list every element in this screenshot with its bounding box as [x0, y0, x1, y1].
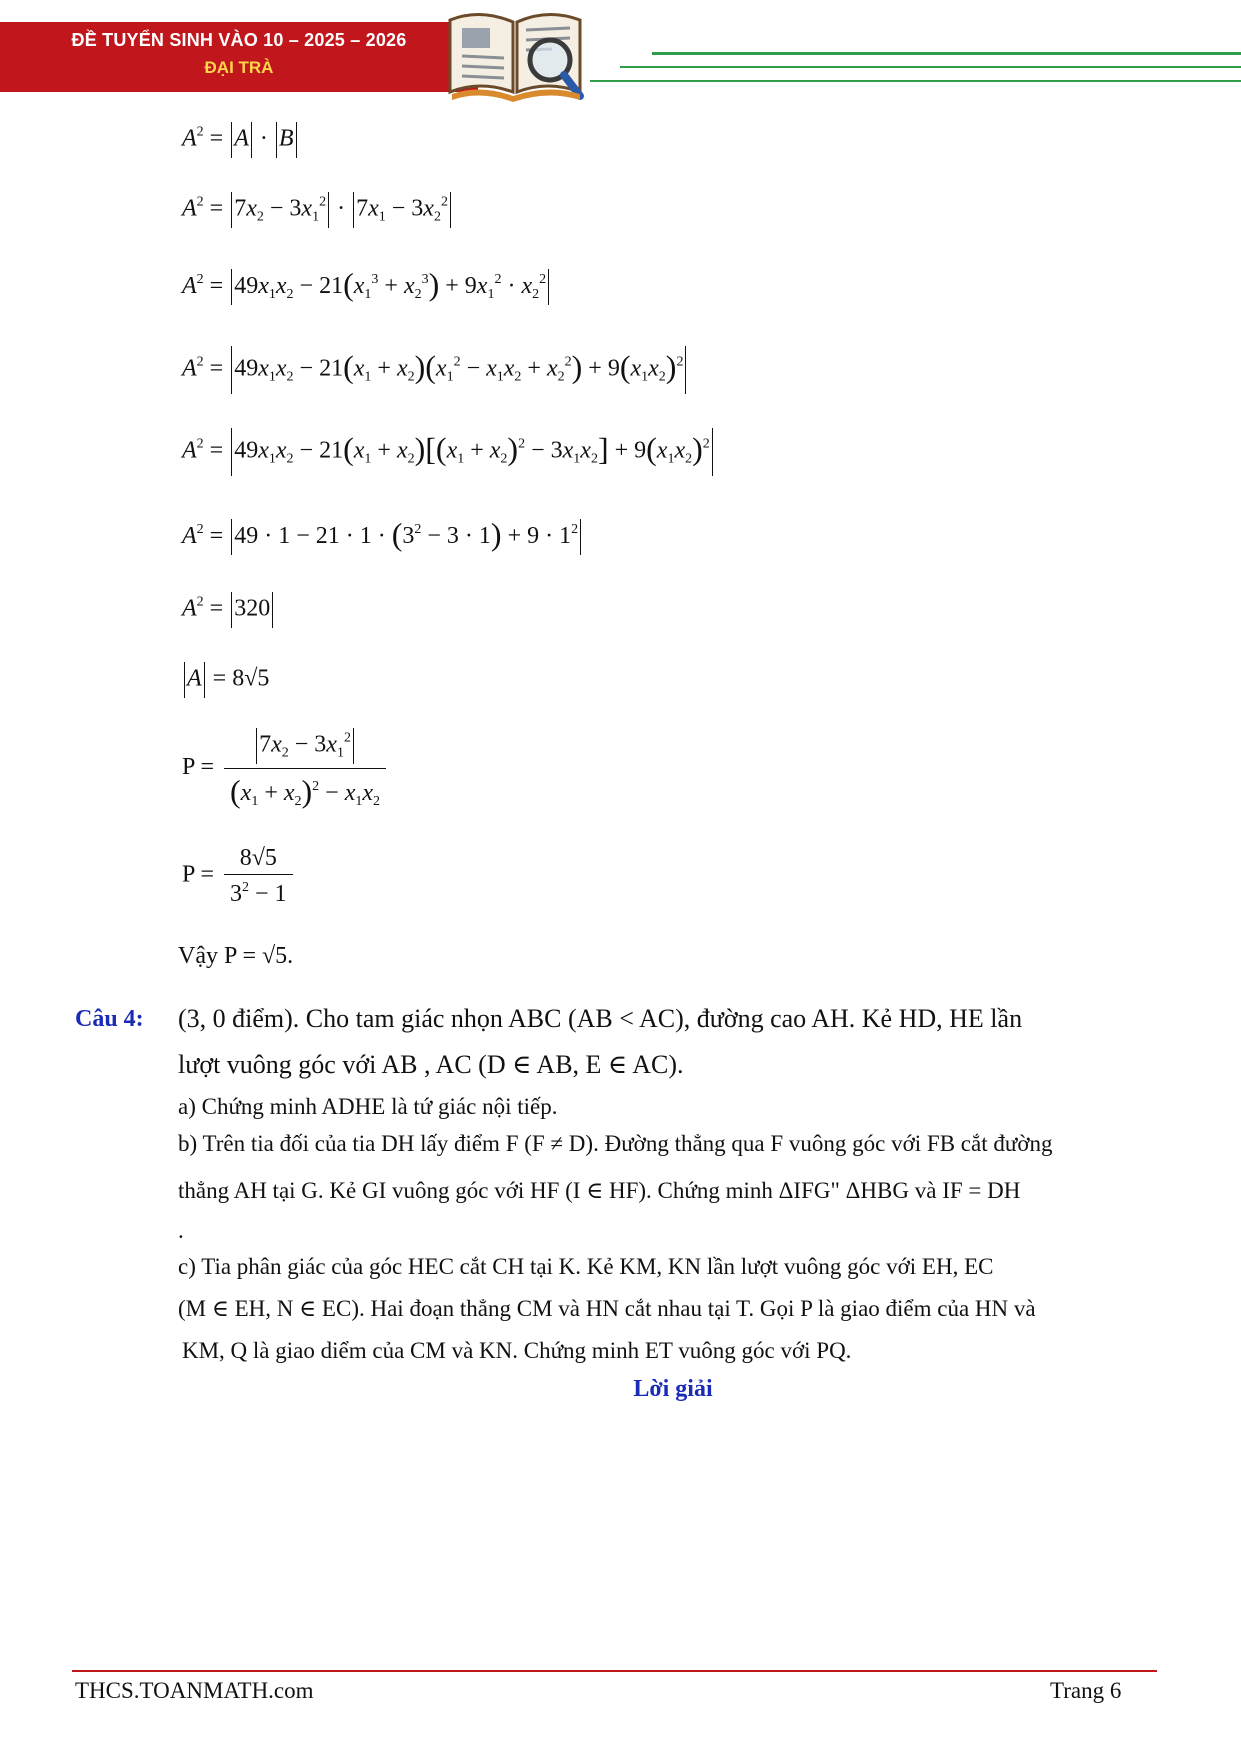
- question-part-c: c) Tia phân giác của góc HEC cắt CH tại K. Kẻ KM, KN lần lượt vuông góc với EH, EC: [178, 1254, 994, 1279]
- equation-6: $A^2 = 49 \cdot 1 - 21 \cdot 1 \cdot (3^2 - 3 \cdot 1) + 9 \cdot 1^2$: [182, 518, 583, 555]
- equation-4: $A^2 = 49x_1x_2 - 21(x_1 + x_2)(x_1^2 - x_1x_2 + x_2^2) + 9(x_1x_2)^2$: [182, 346, 688, 394]
- header-rule: [652, 52, 1241, 55]
- equation-9: [182, 728, 386, 809]
- equation-3: $A^2 = 49x_1x_2 - 21(x_1^3 + x_2^3) + 9x_1^2 \cdot x_2^2$: [182, 268, 551, 305]
- header-rule: [620, 66, 1241, 68]
- fraction-denominator: $3^2 - 1$: [230, 880, 287, 907]
- page-number: Trang 6: [1050, 1678, 1122, 1703]
- footer-site[interactable]: THCS.TOANMATH.com: [75, 1678, 314, 1703]
- header-rule: [590, 80, 1241, 82]
- book-magnifier-icon: [440, 0, 590, 104]
- equation-8: A = 8√5: [182, 662, 269, 698]
- fraction: [224, 728, 386, 809]
- fraction: [224, 846, 293, 906]
- equation-9-lhs: P =: [182, 754, 214, 781]
- fraction-numerator: 8√5: [224, 846, 293, 875]
- equation-7: $A^2 = 320$: [182, 592, 275, 628]
- solution-heading: Lời giải: [633, 1376, 713, 1402]
- question-label: Câu 4:: [75, 1006, 144, 1032]
- question-part-c: (M ∈ EH, N ∈ EC). Hai đoạn thẳng CM và HN cắt nhau tại T. Gọi P là giao điểm của HN và: [178, 1296, 1036, 1321]
- question-line: (3, 0 điểm). Cho tam giác nhọn ABC (AB < AC), đường cao AH. Kẻ HD, HE lần: [178, 1004, 1023, 1033]
- equation-5: $A^2 = 49x_1x_2 - 21(x_1 + x_2)[(x_1 + x_2)^2 - 3x_1x_2] + 9(x_1x_2)^2$: [182, 428, 715, 476]
- header-title: ĐỀ TUYỂN SINH VÀO 10 – 2025 – 2026: [71, 30, 407, 50]
- question-part-b: .: [178, 1218, 184, 1243]
- equation-10: [182, 846, 293, 906]
- question-part-c: KM, Q là giao diểm của CM và KN. Chứng minh ET vuông góc với PQ.: [182, 1338, 852, 1363]
- question-part-b: thẳng AH tại G. Kẻ GI vuông góc với HF (I ∈ HF). Chứng minh ΔIFG" ΔHBG và IF = DH: [178, 1178, 1021, 1203]
- question-part-b: b) Trên tia đối của tia DH lấy điểm F (F ≠ D). Đường thẳng qua F vuông góc với FB cắt đường: [178, 1131, 1053, 1156]
- question-line: lượt vuông góc với AB , AC (D ∈ AB, E ∈ AC).: [178, 1050, 684, 1079]
- equation-10-lhs: P =: [182, 861, 214, 888]
- fraction-denominator: $(x_1 + x_2)^2 - x_1x_2$: [230, 773, 381, 809]
- question-part-a: a) Chứng minh ADHE là tứ giác nội tiếp.: [178, 1094, 558, 1119]
- conclusion: Vậy P = √5.: [178, 943, 294, 969]
- footer-rule: [72, 1670, 1157, 1672]
- header-subtitle: ĐẠI TRÀ: [204, 58, 274, 77]
- equation-1: $A^2 = A \cdot B$: [182, 122, 299, 158]
- fraction-numerator: $7x_2 - 3x_1^2$: [224, 728, 386, 769]
- equation-2: $A^2 = 7x_2 - 3x_1^2 \cdot 7x_1 - 3x_2^2$: [182, 192, 453, 228]
